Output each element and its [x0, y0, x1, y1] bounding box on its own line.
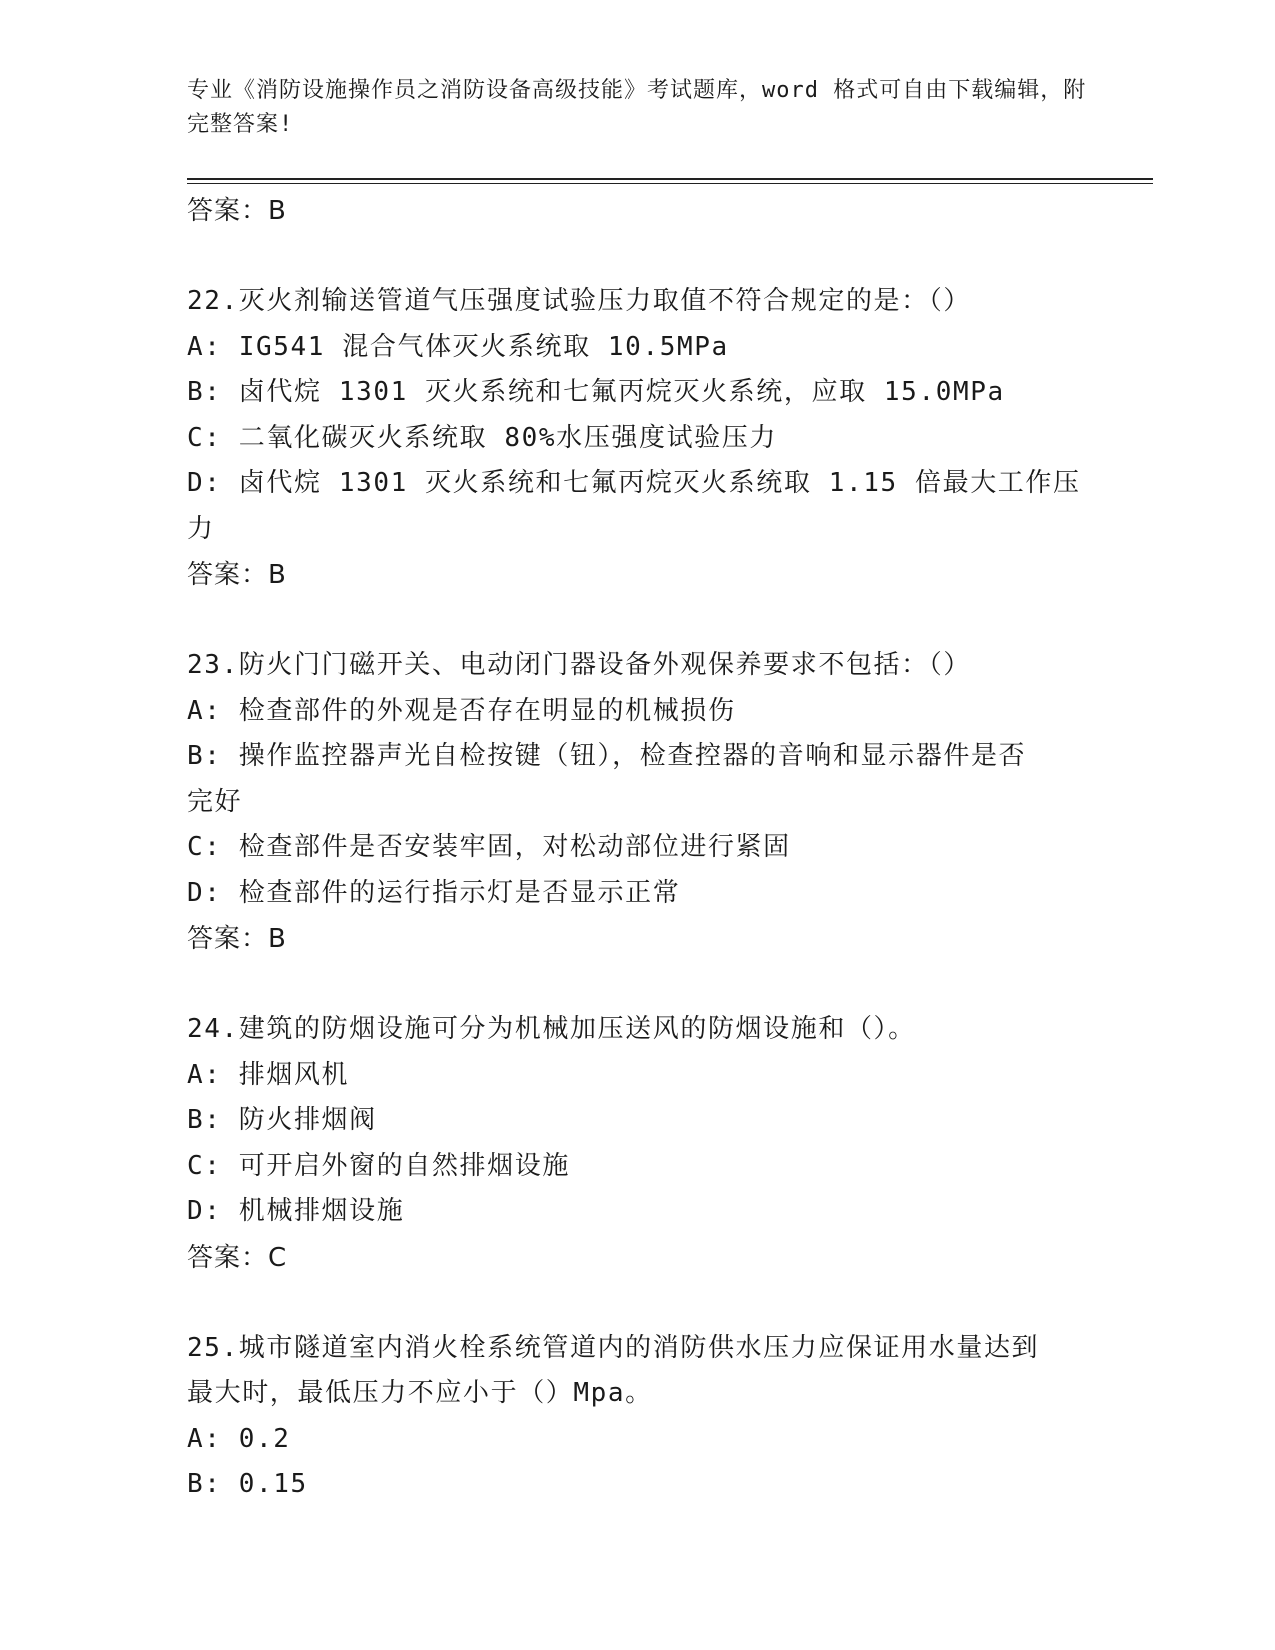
option-c: C: 检查部件是否安装牢固，对松动部位进行紧固	[187, 832, 791, 862]
question-stem-continued: 最大时，最低压力不应小于（）Mpa。	[187, 1378, 653, 1408]
option-d: D: 卤代烷 1301 灭火系统和七氟丙烷灭火系统取 1.15 倍最大工作压力	[187, 468, 1081, 544]
document-header: 专业《消防设施操作员之消防设备高级技能》考试题库，word 格式可自由下载编辑，附完整答案!	[187, 78, 1087, 137]
question-stem: 22.灭火剂输送管道气压强度试验压力取值不符合规定的是：（）	[187, 286, 971, 316]
option-c: C: 可开启外窗的自然排烟设施	[187, 1150, 570, 1181]
header-rule-thin	[187, 183, 1153, 184]
question-stem: 24.建筑的防烟设施可分为机械加压送风的防烟设施和（）。	[187, 1014, 916, 1044]
option-b: B: 卤代烷 1301 灭火系统和七氟丙烷灭火系统，应取 15.0MPa	[187, 377, 1005, 407]
option-b: B: 0.15	[187, 1469, 308, 1499]
option-a: A: IG541 混合气体灭火系统取 10.5MPa	[187, 331, 729, 362]
question-block	[187, 279, 1087, 598]
option-a: A: 0.2	[187, 1423, 291, 1454]
question-list	[187, 188, 1087, 1508]
option-d: D: 机械排烟设施	[187, 1196, 405, 1226]
question-block	[187, 1326, 1087, 1508]
option-a: A: 排烟风机	[187, 1059, 350, 1090]
answer-line: 答案：B	[187, 560, 287, 590]
option-d: D: 检查部件的运行指示灯是否显示正常	[187, 877, 681, 908]
option-b: B: 操作监控器声光自检按键（钮），检查控器的音响和显示器件是否	[187, 741, 1027, 771]
option-b-continued: 完好	[187, 786, 243, 817]
header-rule-thick	[187, 178, 1153, 180]
answer-line: 答案：C	[187, 1242, 288, 1273]
option-c: C: 二氧化碳灭火系统取 80%水压强度试验压力	[187, 422, 777, 453]
answer-line: 答案：B	[187, 196, 287, 226]
answer-line: 答案：B	[187, 924, 287, 954]
question-stem: 23.防火门门磁开关、电动闭门器设备外观保养要求不包括：（）	[187, 650, 971, 680]
option-b: B: 防火排烟阀	[187, 1105, 377, 1135]
option-a: A: 检查部件的外观是否存在明显的机械损伤	[187, 695, 736, 726]
question-block	[187, 1007, 1087, 1281]
question-block	[187, 643, 1087, 962]
question-stem: 25.城市隧道室内消火栓系统管道内的消防供水压力应保证用水量达到	[187, 1332, 1040, 1363]
